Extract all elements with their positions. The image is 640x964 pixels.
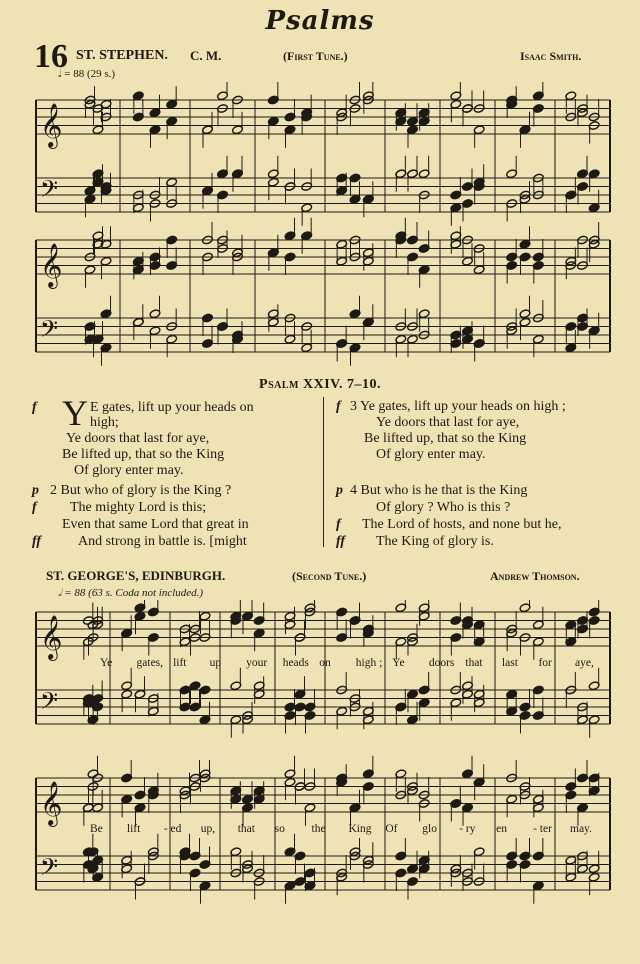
dynamic-mark: f <box>336 399 341 414</box>
lyric-syllable: the <box>311 823 326 835</box>
dynamic-mark: f <box>336 517 341 532</box>
verse-line: Even that same Lord that great in <box>62 517 249 532</box>
tune2-name: ST. GEORGE'S, EDINBURGH. <box>46 568 226 583</box>
tune2-label: (Second Tune.) <box>292 569 367 583</box>
hymn-number: 16 <box>34 38 68 75</box>
dynamic-mark: ff <box>32 534 42 549</box>
verse-3 <box>336 398 636 480</box>
verse-line: Be lifted up, that so the King <box>62 447 225 462</box>
verse-line: Of glory enter may. <box>376 447 486 462</box>
lyric-syllable: that <box>465 657 483 669</box>
dynamic-mark: p <box>32 483 39 498</box>
bass-clef: 𝄢 <box>40 315 59 348</box>
verse-4-line-3 <box>336 516 636 533</box>
lyric-syllable: may. <box>570 823 592 835</box>
lyric-syllable: King <box>348 823 372 835</box>
bass-clef: 𝄢 <box>40 175 59 208</box>
lyric-syllable: - ed <box>163 823 182 835</box>
tune2-tempo: 𝅗𝅥 = 88 (63 s. Coda not included.) <box>58 587 204 599</box>
tune1-meter: C. M. <box>190 48 222 63</box>
verse-4-lines <box>336 482 636 516</box>
treble-clef: 𝄞 <box>40 243 63 287</box>
lyric-syllable: up <box>209 657 222 669</box>
lyric-syllable: - ter <box>533 823 552 835</box>
verse-line: Of glory ? Who is this ? <box>376 500 511 515</box>
lyric-syllable: Be <box>90 823 103 835</box>
bass-clef: 𝄢 <box>40 853 59 886</box>
verse-line: Ye doors that last for aye, <box>376 415 520 430</box>
lyric-syllable: Ye <box>100 657 113 669</box>
verses-right <box>336 398 636 550</box>
dynamic-mark: ff <box>336 534 346 549</box>
verse-line: Ye doors that last for aye, <box>66 431 210 446</box>
verses-left <box>32 393 317 550</box>
tune1-composer: Isaac Smith. <box>520 49 582 63</box>
verse-line: 2 But who of glory is the King ? <box>50 483 232 498</box>
dynamic-mark: f <box>32 400 37 415</box>
drop-cap: Y <box>62 393 88 433</box>
verse-line: E gates, lift up your heads on <box>90 400 254 415</box>
lyric-syllable: en <box>496 823 507 835</box>
tune1-score <box>0 82 640 374</box>
psalm-reference: Psalm XXIV. 7–10. <box>259 377 381 392</box>
dynamic-mark: f <box>32 500 37 515</box>
lyric-syllable: glo <box>422 823 437 835</box>
verse-line: high; <box>90 415 119 430</box>
lyric-syllable: gates, <box>136 657 164 669</box>
tune2-score <box>0 600 640 960</box>
tune1-tempo: 𝅗𝅥 = 88 (29 s.) <box>58 68 116 80</box>
lyric-syllable: - ry <box>459 823 476 835</box>
lyric-syllable: high ; <box>355 657 383 669</box>
lyric-syllable: doors <box>428 657 455 669</box>
lyric-syllable: heads <box>282 657 309 669</box>
treble-clef: 𝄞 <box>40 615 63 659</box>
dynamic-mark: p <box>336 483 343 498</box>
verse-line: Be lifted up, that so the King <box>364 431 527 446</box>
verse-line: The King of glory is. <box>376 534 494 549</box>
column-divider <box>323 397 324 547</box>
lyric-syllable: Of <box>385 823 398 835</box>
verse-1 <box>32 393 317 480</box>
verse-line: 3 Ye gates, lift up your heads on high ; <box>350 399 566 414</box>
verse-4-line-4 <box>336 533 636 550</box>
page-title: Psalms <box>265 6 375 36</box>
tune1-label: (First Tune.) <box>283 49 348 63</box>
lyric-syllable: your <box>246 657 268 669</box>
verse-line: 4 But who is he that is the King <box>350 483 528 498</box>
lyric-syllable: so <box>274 823 285 835</box>
lyric-syllable: that <box>237 823 255 835</box>
bass-clef: 𝄢 <box>40 687 59 720</box>
lyric-syllable: last <box>501 657 518 669</box>
lyric-syllable: aye, <box>575 657 594 669</box>
verse-line: Of glory enter may. <box>74 463 184 478</box>
treble-clef: 𝄞 <box>40 103 63 147</box>
lyric-syllable: for <box>538 657 552 669</box>
verse-line: And strong in battle is. [might <box>78 534 247 549</box>
lyric-syllable: up, <box>200 823 216 835</box>
verse-2-line-1 <box>32 482 317 499</box>
tune2-composer: Andrew Thomson. <box>490 569 580 583</box>
verse-2-line-3 <box>32 516 317 533</box>
treble-clef: 𝄞 <box>40 781 63 825</box>
verse-line: The mighty Lord is this; <box>70 500 207 515</box>
verse-2-line-4 <box>32 533 317 550</box>
tune1-name: ST. STEPHEN. <box>76 48 168 63</box>
verse-line: The Lord of hosts, and none but he, <box>362 517 562 532</box>
verse-2-line-2 <box>32 499 317 516</box>
lyric-syllable: Ye <box>392 657 405 669</box>
lyric-syllable: lift <box>173 657 187 669</box>
lyric-syllable: lift <box>126 823 141 835</box>
lyric-syllable: on <box>319 657 331 669</box>
